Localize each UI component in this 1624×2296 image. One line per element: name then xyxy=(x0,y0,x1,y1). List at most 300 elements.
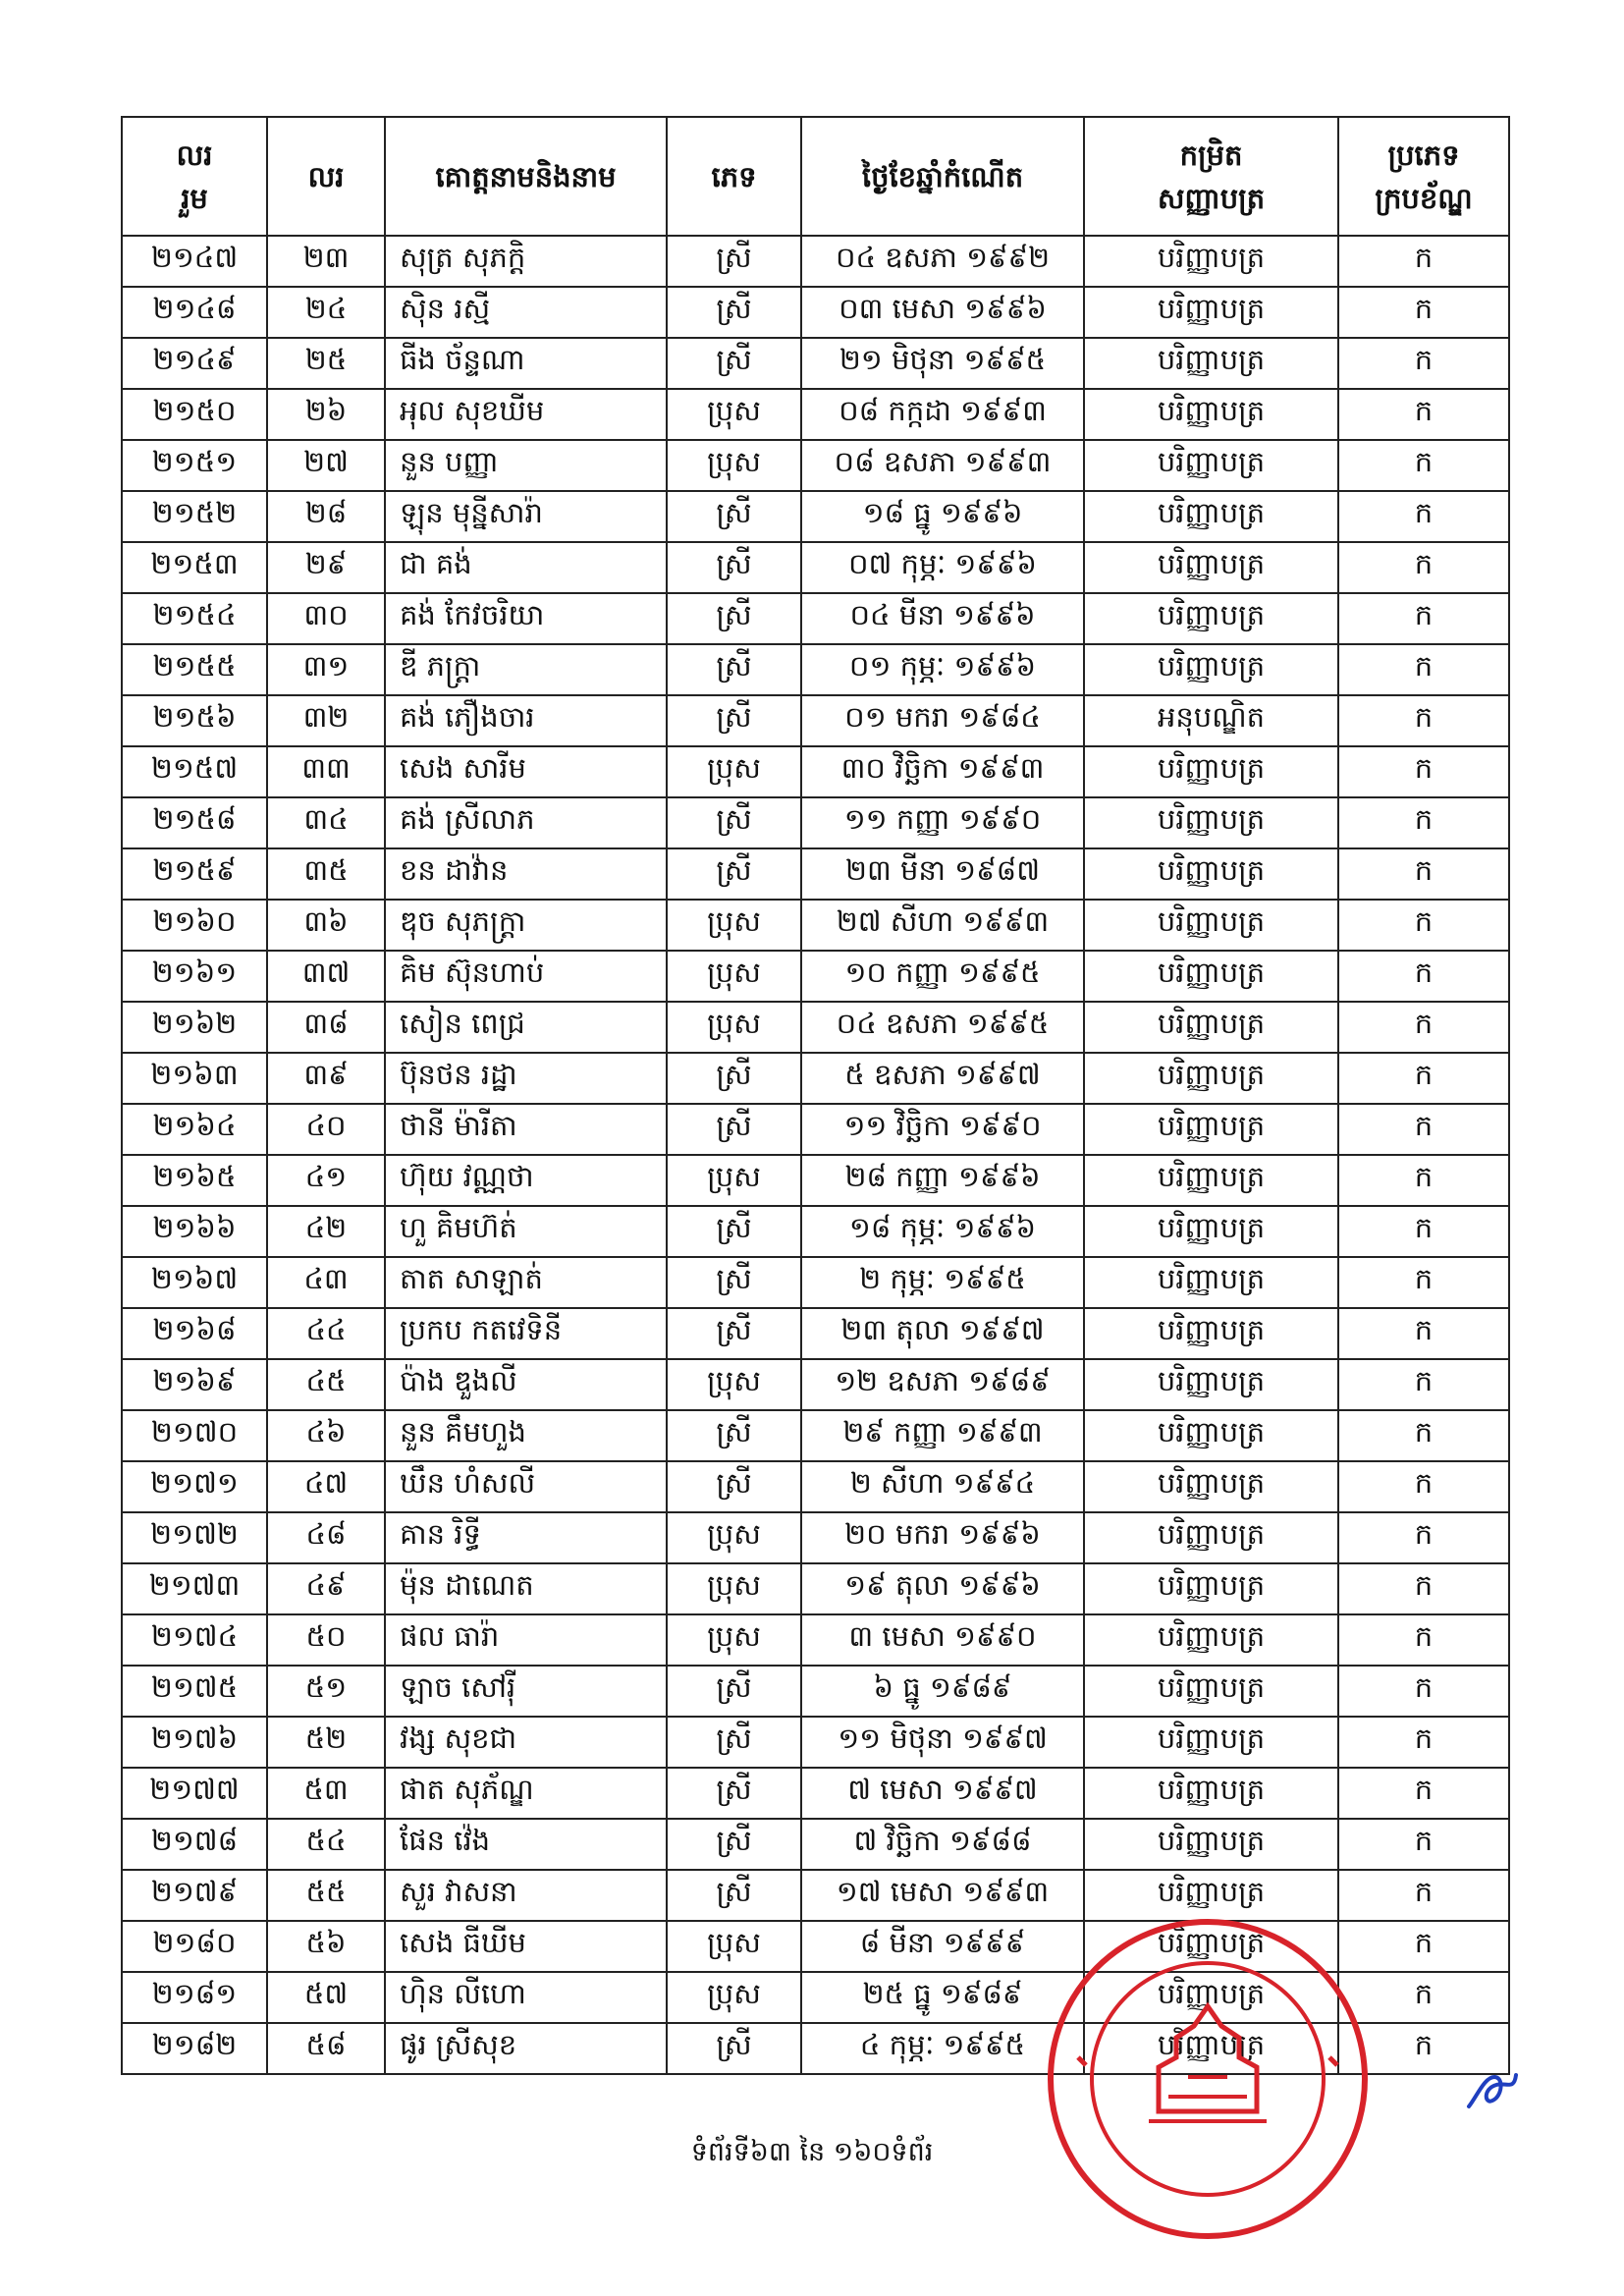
number-cell: ៣២ xyxy=(267,695,385,746)
table-row xyxy=(122,644,1509,695)
overall-number-cell: ២១៥៣ xyxy=(122,542,267,593)
overall-number-cell: ២១៧៤ xyxy=(122,1614,267,1666)
table-row xyxy=(122,542,1509,593)
name-cell: ប្រកប កតវេទិនី xyxy=(385,1308,667,1359)
overall-number-cell: ២១៧៧ xyxy=(122,1768,267,1819)
sex-cell: ស្រី xyxy=(667,1053,801,1104)
number-cell: ៤១ xyxy=(267,1155,385,1206)
framework-cell: ក xyxy=(1338,900,1509,951)
degree-cell: បរិញ្ញាបត្រ xyxy=(1084,848,1338,900)
table-row xyxy=(122,1002,1509,1053)
framework-cell: ក xyxy=(1338,1717,1509,1768)
name-cell: សេង សារីម xyxy=(385,746,667,797)
framework-cell: ក xyxy=(1338,1155,1509,1206)
overall-number-cell: ២១៦៦ xyxy=(122,1206,267,1257)
overall-number-cell: ២១៦១ xyxy=(122,951,267,1002)
name-cell: ឌី ភក្ត្រា xyxy=(385,644,667,695)
framework-cell: ក xyxy=(1338,1104,1509,1155)
sex-cell: ស្រី xyxy=(667,1104,801,1155)
table-body xyxy=(122,236,1509,2074)
birth-date-cell: ១១ វិច្ឆិកា ១៩៩០ xyxy=(801,1104,1084,1155)
degree-cell: បរិញ្ញាបត្រ xyxy=(1084,593,1338,644)
number-cell: ៥១ xyxy=(267,1666,385,1717)
degree-cell: បរិញ្ញាបត្រ xyxy=(1084,1614,1338,1666)
birth-date-cell: ០១ កុម្ភៈ ១៩៩៦ xyxy=(801,644,1084,695)
birth-date-cell: ៦ ធ្នូ ១៩៨៩ xyxy=(801,1666,1084,1717)
number-cell: ៣៩ xyxy=(267,1053,385,1104)
overall-number-cell: ២១៤៧ xyxy=(122,236,267,287)
official-seal xyxy=(1039,1910,1377,2248)
framework-cell: ក xyxy=(1338,1206,1509,1257)
birth-date-cell: ២១ មិថុនា ១៩៩៥ xyxy=(801,338,1084,389)
table-row xyxy=(122,1155,1509,1206)
number-cell: ៤៧ xyxy=(267,1461,385,1512)
name-cell: ខន ដាវ៉ាន xyxy=(385,848,667,900)
sex-cell: ប្រុស xyxy=(667,1512,801,1563)
sex-cell: ស្រី xyxy=(667,644,801,695)
framework-cell: ក xyxy=(1338,1359,1509,1410)
header-sex xyxy=(667,117,801,236)
name-cell: ឃឹន ហំសលី xyxy=(385,1461,667,1512)
birth-date-cell: ៥ ឧសភា ១៩៩៧ xyxy=(801,1053,1084,1104)
degree-cell: បរិញ្ញាបត្រ xyxy=(1084,287,1338,338)
number-cell: ២៧ xyxy=(267,440,385,491)
framework-cell: ក xyxy=(1338,1972,1509,2023)
overall-number-cell: ២១៦៧ xyxy=(122,1257,267,1308)
sex-cell: ប្រុស xyxy=(667,1972,801,2023)
table-row xyxy=(122,440,1509,491)
overall-number-cell: ២១៧២ xyxy=(122,1512,267,1563)
number-cell: ៥៥ xyxy=(267,1870,385,1921)
number-cell: ៤៦ xyxy=(267,1410,385,1461)
number-cell: ៣៦ xyxy=(267,900,385,951)
sex-cell: ស្រី xyxy=(667,1461,801,1512)
name-cell: ប៉ាង ឌួងលី xyxy=(385,1359,667,1410)
name-cell: ផូរ ស្រីសុខ xyxy=(385,2023,667,2074)
framework-cell: ក xyxy=(1338,236,1509,287)
overall-number-cell: ២១៥៩ xyxy=(122,848,267,900)
number-cell: ៣០ xyxy=(267,593,385,644)
sex-cell: ស្រី xyxy=(667,1666,801,1717)
sex-cell: ស្រី xyxy=(667,1819,801,1870)
overall-number-cell: ២១៨២ xyxy=(122,2023,267,2074)
table-row xyxy=(122,1308,1509,1359)
header-label: គោត្តនាមនិងនាម xyxy=(435,159,617,193)
degree-cell: បរិញ្ញាបត្រ xyxy=(1084,797,1338,848)
birth-date-cell: ៣០ វិច្ឆិកា ១៩៩៣ xyxy=(801,746,1084,797)
framework-cell: ក xyxy=(1338,848,1509,900)
header-date-of-birth xyxy=(801,117,1084,236)
birth-date-cell: ១៨ ធ្នូ ១៩៩៦ xyxy=(801,491,1084,542)
framework-cell: ក xyxy=(1338,389,1509,440)
degree-cell: បរិញ្ញាបត្រ xyxy=(1084,1053,1338,1104)
birth-date-cell: ៨ មីនា ១៩៩៩ xyxy=(801,1921,1084,1972)
framework-cell: ក xyxy=(1338,2023,1509,2074)
table-row xyxy=(122,1717,1509,1768)
degree-cell: បរិញ្ញាបត្រ xyxy=(1084,1461,1338,1512)
overall-number-cell: ២១៧៩ xyxy=(122,1870,267,1921)
name-cell: វង្ស សុខជា xyxy=(385,1717,667,1768)
overall-number-cell: ២១៦០ xyxy=(122,900,267,951)
sex-cell: ស្រី xyxy=(667,1410,801,1461)
sex-cell: ស្រី xyxy=(667,542,801,593)
header-label: លរ រួម xyxy=(176,137,213,215)
framework-cell: ក xyxy=(1338,1257,1509,1308)
name-cell: សៀន ពេជ្រ xyxy=(385,1002,667,1053)
header-degree-level xyxy=(1084,117,1338,236)
degree-cell: បរិញ្ញាបត្រ xyxy=(1084,644,1338,695)
birth-date-cell: ២៩ កញ្ញា ១៩៩៣ xyxy=(801,1410,1084,1461)
overall-number-cell: ២១៨១ xyxy=(122,1972,267,2023)
name-cell: គិម ស៊ុនហាប់ xyxy=(385,951,667,1002)
overall-number-cell: ២១៥៦ xyxy=(122,695,267,746)
table-row xyxy=(122,1257,1509,1308)
number-cell: ៣១ xyxy=(267,644,385,695)
sex-cell: ស្រី xyxy=(667,593,801,644)
table-row xyxy=(122,797,1509,848)
number-cell: ៤៨ xyxy=(267,1512,385,1563)
sex-cell: ស្រី xyxy=(667,1257,801,1308)
framework-cell: ក xyxy=(1338,1461,1509,1512)
birth-date-cell: ១៩ តុលា ១៩៩៦ xyxy=(801,1563,1084,1614)
degree-cell: បរិញ្ញាបត្រ xyxy=(1084,1512,1338,1563)
number-cell: ៥៣ xyxy=(267,1768,385,1819)
sex-cell: ប្រុស xyxy=(667,1155,801,1206)
table-row xyxy=(122,1410,1509,1461)
name-cell: គង់ ស្រីលាភ xyxy=(385,797,667,848)
table-row xyxy=(122,1563,1509,1614)
framework-cell: ក xyxy=(1338,1921,1509,1972)
table-row xyxy=(122,1768,1509,1819)
sex-cell: ស្រី xyxy=(667,1206,801,1257)
name-cell: ផែន វ៉េង xyxy=(385,1819,667,1870)
number-cell: ២៣ xyxy=(267,236,385,287)
table-row xyxy=(122,338,1509,389)
framework-cell: ក xyxy=(1338,695,1509,746)
framework-cell: ក xyxy=(1338,593,1509,644)
number-cell: ៥៤ xyxy=(267,1819,385,1870)
framework-cell: ក xyxy=(1338,440,1509,491)
table-row xyxy=(122,1053,1509,1104)
overall-number-cell: ២១៥១ xyxy=(122,440,267,491)
roster-table xyxy=(121,116,1510,2075)
degree-cell: បរិញ្ញាបត្រ xyxy=(1084,1921,1338,1972)
name-cell: ហួ គិមហ៊ត់ xyxy=(385,1206,667,1257)
overall-number-cell: ២១៤៩ xyxy=(122,338,267,389)
degree-cell: បរិញ្ញាបត្រ xyxy=(1084,1359,1338,1410)
sex-cell: ស្រី xyxy=(667,236,801,287)
number-cell: ៥៧ xyxy=(267,1972,385,2023)
birth-date-cell: ៣ មេសា ១៩៩០ xyxy=(801,1614,1084,1666)
overall-number-cell: ២១៥២ xyxy=(122,491,267,542)
overall-number-cell: ២១៦២ xyxy=(122,1002,267,1053)
name-cell: សុត្រ សុភក្តិ xyxy=(385,236,667,287)
degree-cell: បរិញ្ញាបត្រ xyxy=(1084,1717,1338,1768)
header-label: លរ xyxy=(307,159,345,193)
overall-number-cell: ២១៧៨ xyxy=(122,1819,267,1870)
framework-cell: ក xyxy=(1338,1308,1509,1359)
birth-date-cell: ០៣ មេសា ១៩៩៦ xyxy=(801,287,1084,338)
birth-date-cell: ២៣ មីនា ១៩៨៧ xyxy=(801,848,1084,900)
header-number xyxy=(267,117,385,236)
birth-date-cell: ០៨ ឧសភា ១៩៩៣ xyxy=(801,440,1084,491)
degree-cell: បរិញ្ញាបត្រ xyxy=(1084,1308,1338,1359)
number-cell: ៤០ xyxy=(267,1104,385,1155)
framework-cell: ក xyxy=(1338,797,1509,848)
degree-cell: បរិញ្ញាបត្រ xyxy=(1084,1972,1338,2023)
birth-date-cell: ០៤ ឧសភា ១៩៩៥ xyxy=(801,1002,1084,1053)
birth-date-cell: ១១ កញ្ញា ១៩៩០ xyxy=(801,797,1084,848)
degree-cell: បរិញ្ញាបត្រ xyxy=(1084,338,1338,389)
sex-cell: ប្រុស xyxy=(667,1921,801,1972)
header-label: កម្រិត សញ្ញាបត្រ xyxy=(1157,137,1266,215)
birth-date-cell: ០៤ ឧសភា ១៩៩២ xyxy=(801,236,1084,287)
header-overall-number xyxy=(122,117,267,236)
number-cell: ៥២ xyxy=(267,1717,385,1768)
sex-cell: ស្រី xyxy=(667,491,801,542)
header-label: ភេទ xyxy=(711,159,757,193)
signature-mark xyxy=(1463,2067,1522,2116)
sex-cell: ស្រី xyxy=(667,797,801,848)
header-full-name xyxy=(385,117,667,236)
number-cell: ៣៥ xyxy=(267,848,385,900)
sex-cell: ប្រុស xyxy=(667,951,801,1002)
degree-cell: បរិញ្ញាបត្រ xyxy=(1084,542,1338,593)
sex-cell: ប្រុស xyxy=(667,746,801,797)
name-cell: ហ៊ិន លីហោ xyxy=(385,1972,667,2023)
degree-cell: អនុបណ្ឌិត xyxy=(1084,695,1338,746)
sex-cell: ស្រី xyxy=(667,287,801,338)
header-label: ប្រភេទ ក្របខ័ណ្ឌ xyxy=(1375,137,1473,215)
overall-number-cell: ២១៥៥ xyxy=(122,644,267,695)
table-row xyxy=(122,491,1509,542)
sex-cell: ប្រុស xyxy=(667,440,801,491)
framework-cell: ក xyxy=(1338,644,1509,695)
name-cell: អុល សុខឃីម xyxy=(385,389,667,440)
sex-cell: ស្រី xyxy=(667,338,801,389)
number-cell: ៣៨ xyxy=(267,1002,385,1053)
birth-date-cell: ០៧ កុម្ភៈ ១៩៩៦ xyxy=(801,542,1084,593)
sex-cell: ប្រុស xyxy=(667,1002,801,1053)
table-header-row xyxy=(122,117,1509,236)
name-cell: តាត សាឡាត់ xyxy=(385,1257,667,1308)
number-cell: ២៦ xyxy=(267,389,385,440)
name-cell: ថានី ម៉ារីតា xyxy=(385,1104,667,1155)
birth-date-cell: ២៨ កញ្ញា ១៩៩៦ xyxy=(801,1155,1084,1206)
name-cell: ហ៊ុយ វណ្ណថា xyxy=(385,1155,667,1206)
framework-cell: ក xyxy=(1338,1819,1509,1870)
degree-cell: បរិញ្ញាបត្រ xyxy=(1084,2023,1338,2074)
birth-date-cell: ២៥ ធ្នូ ១៩៨៩ xyxy=(801,1972,1084,2023)
birth-date-cell: ២០ មករា ១៩៩៦ xyxy=(801,1512,1084,1563)
overall-number-cell: ២១៧៦ xyxy=(122,1717,267,1768)
sex-cell: ស្រី xyxy=(667,1308,801,1359)
framework-cell: ក xyxy=(1338,1666,1509,1717)
sex-cell: ប្រុស xyxy=(667,1359,801,1410)
number-cell: ៥៦ xyxy=(267,1921,385,1972)
birth-date-cell: ១៨ កុម្ភៈ ១៩៩៦ xyxy=(801,1206,1084,1257)
degree-cell: បរិញ្ញាបត្រ xyxy=(1084,1206,1338,1257)
number-cell: ៤២ xyxy=(267,1206,385,1257)
table-row xyxy=(122,848,1509,900)
degree-cell: បរិញ្ញាបត្រ xyxy=(1084,746,1338,797)
table-row xyxy=(122,1819,1509,1870)
birth-date-cell: ៤ កុម្ភៈ ១៩៩៥ xyxy=(801,2023,1084,2074)
degree-cell: បរិញ្ញាបត្រ xyxy=(1084,951,1338,1002)
framework-cell: ក xyxy=(1338,746,1509,797)
framework-cell: ក xyxy=(1338,1002,1509,1053)
name-cell: ឡុន មុន្នីសារ៉ា xyxy=(385,491,667,542)
birth-date-cell: ២ សីហា ១៩៩៤ xyxy=(801,1461,1084,1512)
number-cell: ៤៣ xyxy=(267,1257,385,1308)
name-cell: គាន រិទ្ធី xyxy=(385,1512,667,1563)
number-cell: ៥០ xyxy=(267,1614,385,1666)
number-cell: ៣៤ xyxy=(267,797,385,848)
table-row xyxy=(122,1104,1509,1155)
table-row xyxy=(122,1461,1509,1512)
degree-cell: បរិញ្ញាបត្រ xyxy=(1084,236,1338,287)
name-cell: ផាត សុភ័ណ្ឌ xyxy=(385,1768,667,1819)
overall-number-cell: ២១៧៥ xyxy=(122,1666,267,1717)
sex-cell: ប្រុស xyxy=(667,389,801,440)
sex-cell: ស្រី xyxy=(667,1768,801,1819)
framework-cell: ក xyxy=(1338,1563,1509,1614)
birth-date-cell: ០៤ មីនា ១៩៩៦ xyxy=(801,593,1084,644)
birth-date-cell: ០១ មករា ១៩៨៤ xyxy=(801,695,1084,746)
number-cell: ៣៧ xyxy=(267,951,385,1002)
name-cell: នួន បញ្ញា xyxy=(385,440,667,491)
overall-number-cell: ២១៥០ xyxy=(122,389,267,440)
overall-number-cell: ២១៥៧ xyxy=(122,746,267,797)
overall-number-cell: ២១៧១ xyxy=(122,1461,267,1512)
name-cell: ម៉ុន ដាណេត xyxy=(385,1563,667,1614)
number-cell: ៥៨ xyxy=(267,2023,385,2074)
overall-number-cell: ២១៦៨ xyxy=(122,1308,267,1359)
table-row xyxy=(122,389,1509,440)
sex-cell: ប្រុស xyxy=(667,1563,801,1614)
framework-cell: ក xyxy=(1338,338,1509,389)
birth-date-cell: ១១ មិថុនា ១៩៩៧ xyxy=(801,1717,1084,1768)
framework-cell: ក xyxy=(1338,491,1509,542)
table-row xyxy=(122,1666,1509,1717)
degree-cell: បរិញ្ញាបត្រ xyxy=(1084,1563,1338,1614)
table-row xyxy=(122,236,1509,287)
name-cell: ឡាច សៅរ៉ី xyxy=(385,1666,667,1717)
name-cell: នួន គឹមហួង xyxy=(385,1410,667,1461)
degree-cell: បរិញ្ញាបត្រ xyxy=(1084,1666,1338,1717)
sex-cell: ស្រី xyxy=(667,848,801,900)
framework-cell: ក xyxy=(1338,1768,1509,1819)
name-cell: សួរ វាសនា xyxy=(385,1870,667,1921)
sex-cell: ប្រុស xyxy=(667,900,801,951)
number-cell: ២៥ xyxy=(267,338,385,389)
table-row xyxy=(122,593,1509,644)
degree-cell: បរិញ្ញាបត្រ xyxy=(1084,1257,1338,1308)
overall-number-cell: ២១៦៩ xyxy=(122,1359,267,1410)
name-cell: ឌុច សុភក្ត្រា xyxy=(385,900,667,951)
table-row xyxy=(122,951,1509,1002)
birth-date-cell: ១០ កញ្ញា ១៩៩៥ xyxy=(801,951,1084,1002)
table-row xyxy=(122,287,1509,338)
birth-date-cell: ២៣ តុលា ១៩៩៧ xyxy=(801,1308,1084,1359)
degree-cell: បរិញ្ញាបត្រ xyxy=(1084,389,1338,440)
degree-cell: បរិញ្ញាបត្រ xyxy=(1084,1104,1338,1155)
name-cell: ជា គង់ xyxy=(385,542,667,593)
name-cell: គង់ ភឿងចារ xyxy=(385,695,667,746)
framework-cell: ក xyxy=(1338,542,1509,593)
name-cell: ផល ធារ៉ា xyxy=(385,1614,667,1666)
page-number-text: ទំព័រទី៦៣ នៃ ១៦០ទំព័រ xyxy=(690,2137,934,2167)
number-cell: ២៤ xyxy=(267,287,385,338)
number-cell: ៤៥ xyxy=(267,1359,385,1410)
framework-cell: ក xyxy=(1338,951,1509,1002)
sex-cell: ស្រី xyxy=(667,695,801,746)
overall-number-cell: ២១៤៨ xyxy=(122,287,267,338)
table-row xyxy=(122,695,1509,746)
sex-cell: ស្រី xyxy=(667,1870,801,1921)
overall-number-cell: ២១៨០ xyxy=(122,1921,267,1972)
number-cell: ២៩ xyxy=(267,542,385,593)
number-cell: ៤៤ xyxy=(267,1308,385,1359)
name-cell: សេង ធីឃីម xyxy=(385,1921,667,1972)
sex-cell: ស្រី xyxy=(667,2023,801,2074)
overall-number-cell: ២១៦៥ xyxy=(122,1155,267,1206)
table-row xyxy=(122,1512,1509,1563)
framework-cell: ក xyxy=(1338,1053,1509,1104)
table-row xyxy=(122,1206,1509,1257)
name-cell: ប៊ុនថន រដ្ឋា xyxy=(385,1053,667,1104)
framework-cell: ក xyxy=(1338,1870,1509,1921)
framework-cell: ក xyxy=(1338,1410,1509,1461)
name-cell: គង់ កែវចរិយា xyxy=(385,593,667,644)
name-cell: ធីង ច័ន្ទណា xyxy=(385,338,667,389)
header-framework-type xyxy=(1338,117,1509,236)
birth-date-cell: ០៨ កក្កដា ១៩៩៣ xyxy=(801,389,1084,440)
table-row xyxy=(122,1359,1509,1410)
birth-date-cell: ៧ មេសា ១៩៩៧ xyxy=(801,1768,1084,1819)
degree-cell: បរិញ្ញាបត្រ xyxy=(1084,1768,1338,1819)
overall-number-cell: ២១៦៤ xyxy=(122,1104,267,1155)
overall-number-cell: ២១៦៣ xyxy=(122,1053,267,1104)
overall-number-cell: ២១៥៤ xyxy=(122,593,267,644)
overall-number-cell: ២១៧០ xyxy=(122,1410,267,1461)
birth-date-cell: ១៧ មេសា ១៩៩៣ xyxy=(801,1870,1084,1921)
overall-number-cell: ២១៧៣ xyxy=(122,1563,267,1614)
degree-cell: បរិញ្ញាបត្រ xyxy=(1084,1870,1338,1921)
birth-date-cell: ១២ ឧសភា ១៩៨៩ xyxy=(801,1359,1084,1410)
name-cell: ស៊ិន រស្មី xyxy=(385,287,667,338)
degree-cell: បរិញ្ញាបត្រ xyxy=(1084,900,1338,951)
page-footer xyxy=(0,2136,1624,2174)
number-cell: ៤៩ xyxy=(267,1563,385,1614)
birth-date-cell: ២ កុម្ភៈ ១៩៩៥ xyxy=(801,1257,1084,1308)
number-cell: ៣៣ xyxy=(267,746,385,797)
degree-cell: បរិញ្ញាបត្រ xyxy=(1084,1002,1338,1053)
birth-date-cell: ៧ វិច្ឆិកា ១៩៨៨ xyxy=(801,1819,1084,1870)
table-row xyxy=(122,746,1509,797)
framework-cell: ក xyxy=(1338,1512,1509,1563)
degree-cell: បរិញ្ញាបត្រ xyxy=(1084,440,1338,491)
overall-number-cell: ២១៥៨ xyxy=(122,797,267,848)
header-label: ថ្ងៃខែឆ្នាំកំណើត xyxy=(861,159,1024,193)
table-row xyxy=(122,1614,1509,1666)
degree-cell: បរិញ្ញាបត្រ xyxy=(1084,1155,1338,1206)
degree-cell: បរិញ្ញាបត្រ xyxy=(1084,1410,1338,1461)
framework-cell: ក xyxy=(1338,1614,1509,1666)
birth-date-cell: ២៧ សីហា ១៩៩៣ xyxy=(801,900,1084,951)
number-cell: ២៨ xyxy=(267,491,385,542)
degree-cell: បរិញ្ញាបត្រ xyxy=(1084,491,1338,542)
